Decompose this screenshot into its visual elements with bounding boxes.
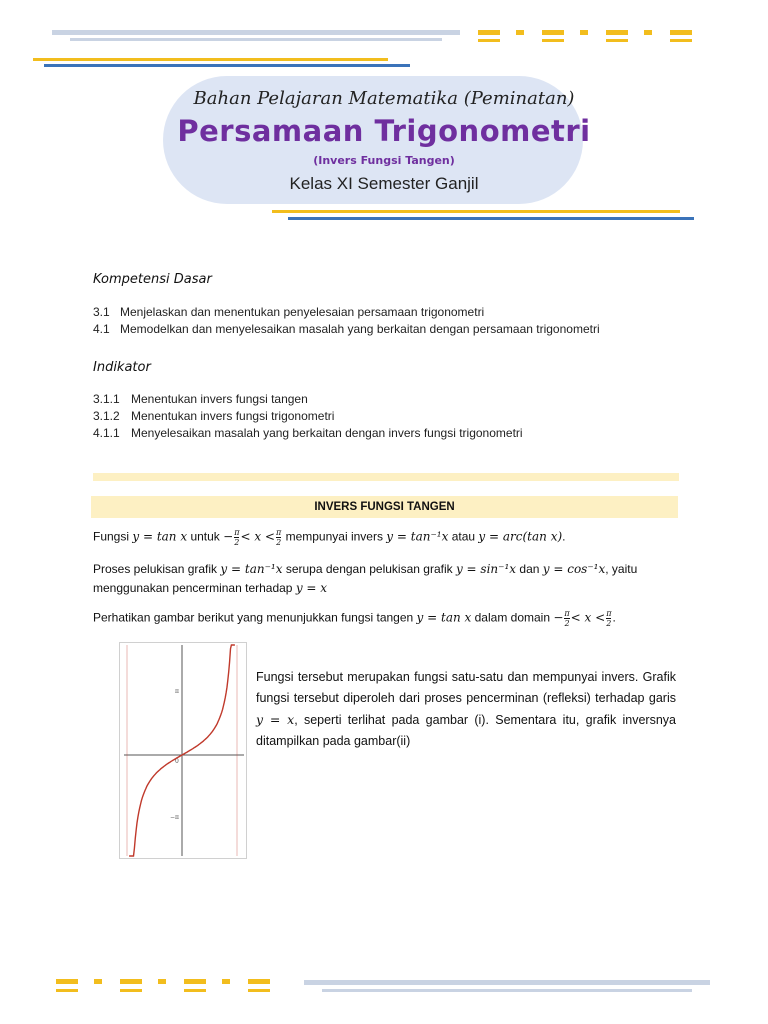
top-dash-7 [670,30,692,35]
list-item [93,321,600,338]
header-yellow-line [272,210,680,213]
bottom-dash-row2-3 [184,989,206,992]
bottom-dash-6 [222,979,230,984]
math: y = arc(tan x) [478,529,563,544]
math: y = x [256,712,295,727]
math: < x < [240,529,275,544]
top-dash-3 [542,30,564,35]
text: . [612,610,616,625]
top-dash-row2-1 [478,39,500,42]
bottom-dash-row2-1 [56,989,78,992]
math: y = sin⁻¹x [455,562,517,576]
text: . [562,529,566,544]
paragraph-1 [93,528,566,547]
paragraph-2 [93,562,637,576]
list-item [93,304,600,321]
text: menggunakan pencerminan terhadap [93,581,296,595]
top-yellow-line [33,58,388,61]
origin-label: 0 [175,758,179,765]
math: − [553,610,564,625]
denominator: 2 [276,538,282,547]
numerator: π [606,609,612,618]
text: Perhatikan gambar berikut yang menunjukkan fungsi tangen [93,610,417,625]
denominator: 2 [606,619,612,628]
fraction [606,609,611,628]
bottom-dash-1 [56,979,78,984]
item-text: Menentukan invers fungsi tangen [131,392,308,406]
list-item [93,425,523,442]
header-blue-line [288,217,694,220]
numerator: π [275,528,282,537]
subject-title: Bahan Pelajaran Matematika (Peminatan) [193,88,575,109]
denominator: 2 [234,538,240,547]
top-dash-row2-2 [542,39,564,42]
bottom-dash-2 [94,979,102,984]
fraction [234,528,239,547]
item-text: Memodelkan dan menyelesaikan masalah yang berkaitan dengan persamaan trigonometri [120,322,600,336]
fraction [276,528,281,547]
tick-label-pi: π [175,688,179,695]
page-title: Persamaan Trigonometri [177,114,591,148]
highlight-strip [93,473,679,481]
tangent-graph-svg [120,643,246,858]
math: y = tan⁻¹x [386,529,449,544]
kompetensi-heading: Kompetensi Dasar [93,272,212,287]
math: y = tan⁻¹x [220,562,283,576]
text: Fungsi tersebut merupakan fungsi satu-satu dan mempunyai invers. Grafik fungsi tersebut diperoleh dari proses pencerminan (refleksi) terhadap garis [256,670,676,705]
paragraph-2-line-2 [93,581,327,595]
text: atau [448,529,479,544]
list-item [93,408,523,425]
item-text: Menyelesaikan masalah yang berkaitan dengan invers fungsi trigonometri [131,426,523,440]
bottom-dash-5 [184,979,206,984]
bottom-grey-bar [304,980,710,985]
top-dash-2 [516,30,524,35]
text: mempunyai invers [282,529,387,544]
text: serupa dengan pelukisan grafik [282,562,456,576]
top-blue-line [44,64,410,67]
item-number: 4.1 [93,322,110,336]
bottom-dash-4 [158,979,166,984]
graph-description [256,667,676,752]
top-dash-row2-3 [606,39,628,42]
indikator-list [93,391,523,442]
text: dan [516,562,543,576]
math: y = x [295,581,328,595]
text: Fungsi [93,529,133,544]
text: dalam domain [471,610,554,625]
item-number: 3.1.2 [93,409,120,423]
top-dash-row2-4 [670,39,692,42]
denominator: 2 [564,619,570,628]
math: < x < [570,610,606,625]
item-number: 3.1.1 [93,392,120,406]
bottom-dash-row2-4 [248,989,270,992]
tangent-graph [119,642,247,859]
math: y = cos⁻¹x [542,562,606,576]
numerator: π [234,528,240,537]
item-number: 4.1.1 [93,426,120,440]
paragraph-3 [93,609,616,628]
list-item [93,391,523,408]
bottom-grey-bar-2 [322,989,692,992]
text: Proses pelukisan grafik [93,562,221,576]
text: untuk [187,529,224,544]
top-dash-1 [478,30,500,35]
item-number: 3.1 [93,305,110,319]
math: − [223,529,234,544]
tick-label-neg-pi: −π [170,814,179,821]
math: y = tan x [132,529,188,544]
numerator: π [564,609,570,618]
indikator-heading: Indikator [93,360,151,375]
fraction [564,609,569,628]
math: y = tan x [416,610,472,625]
class-info: Kelas XI Semester Ganjil [289,174,479,193]
kompetensi-list [93,304,600,338]
top-dash-6 [644,30,652,35]
bottom-dash-row2-2 [120,989,142,992]
bottom-dash-3 [120,979,142,984]
text: , yaitu [605,562,638,576]
item-text: Menentukan invers fungsi trigonometri [131,409,335,423]
top-grey-bar-2 [70,38,442,41]
item-text: Menjelaskan dan menentukan penyelesaian persamaan trigonometri [120,305,485,319]
text: , seperti terlihat pada gambar (i). Sementara itu, grafik inversnya ditampilkan pada gambar(ii) [256,713,676,748]
top-grey-bar [52,30,460,35]
page-subtitle: (Invers Fungsi Tangen) [313,154,455,167]
top-dash-5 [606,30,628,35]
bottom-dash-7 [248,979,270,984]
topic-title: INVERS FUNGSI TANGEN [91,496,678,518]
top-dash-4 [580,30,588,35]
